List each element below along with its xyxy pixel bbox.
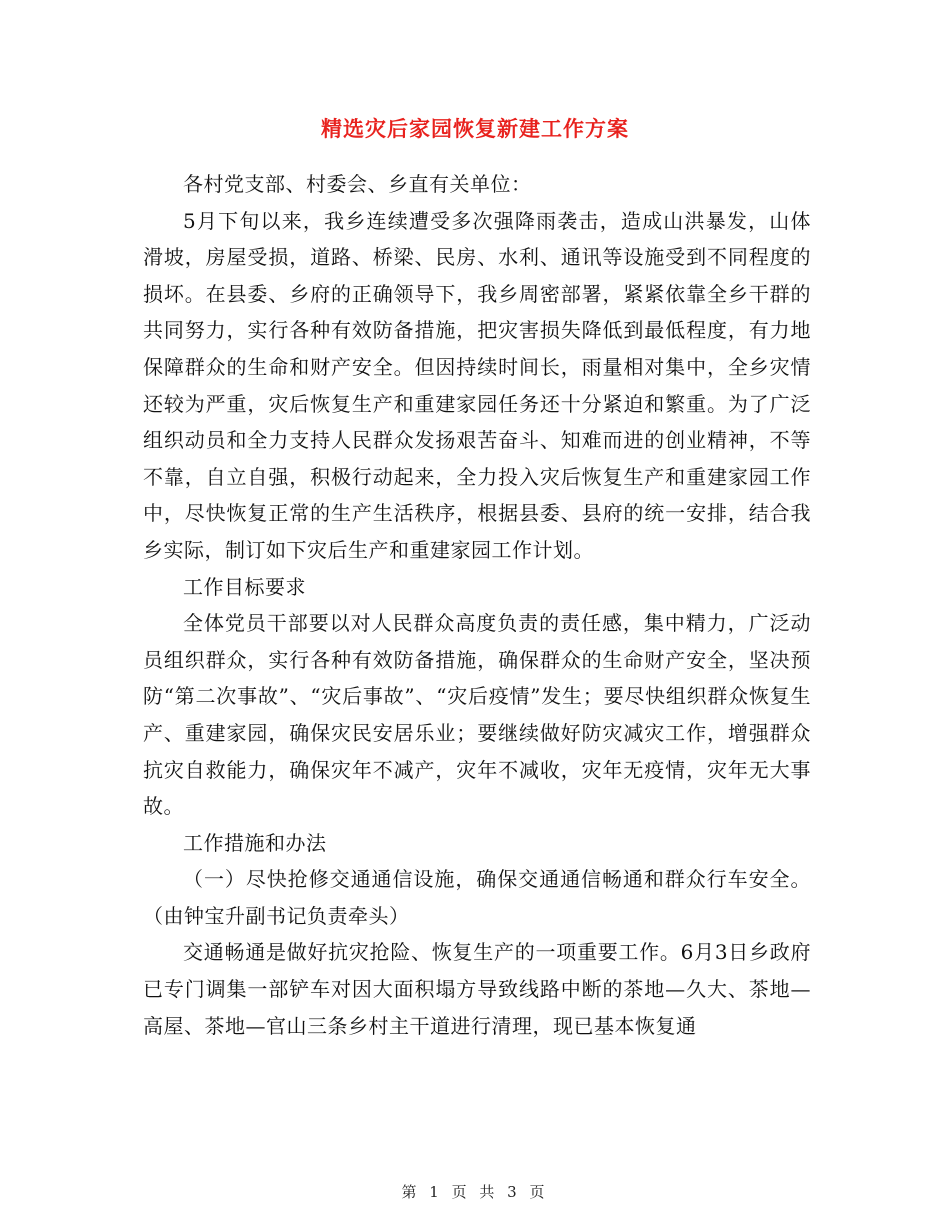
paragraph-background: 5月下旬以来，我乡连续遭受多次强降雨袭击，造成山洪暴发，山体滑坡，房屋受损，道路、桥梁、民房、水利、通讯等设施受到不同程度的损坏。在县委、乡府的正确领导下，我乡周密部署，紧紧依靠全乡干群的共同努力，实行各种有效防备措施，把灾害损失降低到最低程度，有力地保障群众的生命和财产安全。但因持续时间长，雨量相对集中，全乡灾情还较为严重，灾后恢复生产和重建家园任务还十分紧迫和繁重。为了广泛组织动员和全力支持人民群众发扬艰苦奋斗、知难而进的创业精神，不等不靠，自立自强，积极行动起来，全力投入灾后恢复生产和重建家园工作中，尽快恢复正常的生产生活秩序，根据县委、县府的统一安排，结合我乡实际，制订如下灾后生产和重建家园工作计划。 <box>143 208 811 562</box>
document-title: 精选灾后家园恢复新建工作方案 <box>321 116 629 141</box>
page-footer: 第 1 页 共 3 页 <box>401 1183 549 1201</box>
document-body <box>143 166 811 1044</box>
salutation: 各村党支部、村委会、乡直有关单位： <box>183 172 532 196</box>
section-heading-goals: 工作目标要求 <box>183 574 306 599</box>
paragraph-traffic: 交通畅通是做好抗灾抢险、恢复生产的一项重要工作。6月3日乡政府已专门调集一部铲车对因大面积塌方导致线路中断的茶地—久大、茶地—高屋、茶地—官山三条乡村主干道进行清理，现已基本恢复通 <box>143 940 811 1038</box>
paragraph-goals: 全体党员干部要以对人民群众高度负责的责任感，集中精力，广泛动员组织群众，实行各种有效防备措施，确保群众的生命财产安全，坚决预防“第二次事故”、“灾后事故”、“灾后疫情”发生；要尽快组织群众恢复生产、重建家园，确保灾民安居乐业；要继续做好防灾减灾工作，增强群众抗灾自救能力，确保灾年不减产，灾年不减收，灾年无疫情，灾年无大事故。 <box>143 611 811 819</box>
section-heading-measures: 工作措施和办法 <box>183 830 327 855</box>
measure-item-1: （一）尽快抢修交通通信设施，确保交通通信畅通和群众行车安全。（由钟宝升副书记负责牵头） <box>143 867 811 928</box>
